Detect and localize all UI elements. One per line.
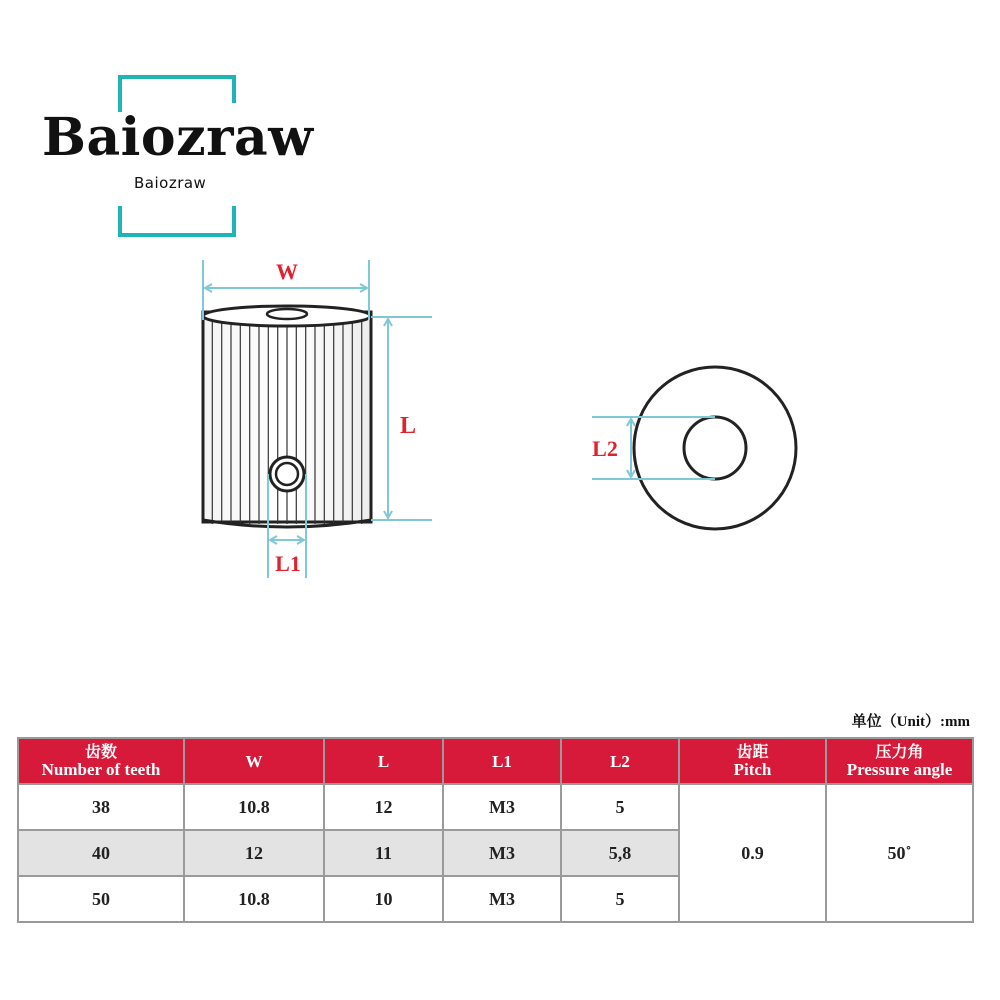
cell-l1: M3 (443, 876, 561, 922)
cell-l1: M3 (443, 784, 561, 830)
cell-l2: 5 (561, 784, 679, 830)
header-l2: L2 (561, 738, 679, 784)
header-l1: L1 (443, 738, 561, 784)
header-pressure-en: Pressure angle (846, 760, 953, 779)
header-pressure-angle (826, 738, 973, 784)
unit-note: 单位（Unit）:mm (851, 714, 970, 730)
cell-w: 10.8 (184, 784, 324, 830)
cell-l: 10 (324, 876, 443, 922)
cell-pitch: 0.9 (679, 784, 826, 922)
logo-subtitle: Baiozraw (134, 174, 207, 192)
cell-l1: M3 (443, 830, 561, 876)
header-teeth (18, 738, 184, 784)
label-l1: L1 (275, 551, 301, 576)
table-row (18, 784, 973, 830)
header-l: L (324, 738, 443, 784)
header-teeth-en: Number of teeth (41, 760, 161, 779)
gear-side-view (203, 306, 371, 527)
cell-teeth: 40 (18, 830, 184, 876)
header-pitch (679, 738, 826, 784)
label-w: W (276, 259, 298, 284)
label-l2: L2 (592, 436, 618, 461)
cell-l2: 5 (561, 876, 679, 922)
header-teeth-cn: 齿数 (84, 744, 117, 761)
gear-front-view (634, 367, 796, 529)
header-pressure-cn: 压力角 (875, 744, 924, 761)
header-w: W (184, 738, 324, 784)
cell-w: 10.8 (184, 876, 324, 922)
header-pitch-cn: 齿距 (736, 744, 769, 761)
cell-l2: 5,8 (561, 830, 679, 876)
cell-l: 11 (324, 830, 443, 876)
cell-pressure-angle: 50˚ (826, 784, 973, 922)
header-pitch-en: Pitch (733, 760, 772, 779)
logo-title: Baiozraw (42, 107, 314, 168)
spec-table (17, 737, 974, 923)
cell-w: 12 (184, 830, 324, 876)
cell-teeth: 38 (18, 784, 184, 830)
cell-teeth: 50 (18, 876, 184, 922)
label-l: L (399, 413, 417, 439)
table-header-row (18, 738, 973, 784)
cell-l: 12 (324, 784, 443, 830)
